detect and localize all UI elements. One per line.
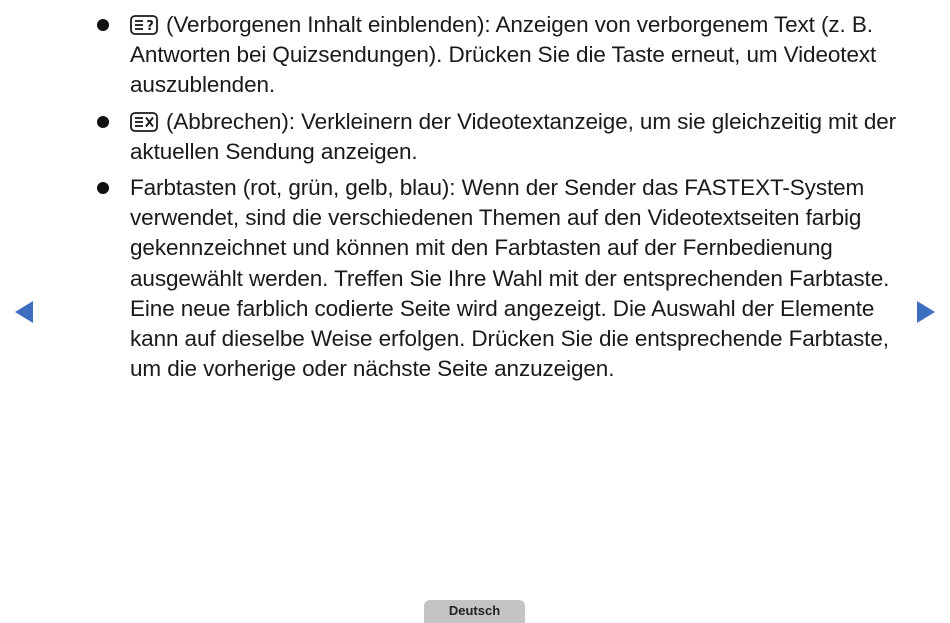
reveal-icon <box>130 15 158 35</box>
cancel-icon <box>130 112 158 132</box>
bullet-text: Farbtasten (rot, grün, gelb, blau): Wenn der Sender das FASTEXT-System verwendet, sind die verschiedenen Themen auf den Videotextseiten farbig gekennzeichnet und können mit den Farbtasten auf der Fernbedienung ausgewählt werden. Treffen Sie Ihre Wahl mit der entsprechenden Farbtaste. Eine neue farblich codierte Seite wird angezeigt. Die Auswahl der Elemente kann auf dieselbe Weise erfolgen. Drücken Sie die entsprechende Farbtaste, um die vorherige oder nächste Seite anzuzeigen. <box>130 175 890 382</box>
bullet-text: (Abbrechen): Verkleinern der Videotextanzeige, um sie gleichzeitig mit der aktuellen Sendung anzeigen. <box>130 108 897 164</box>
bullet-dot <box>97 182 109 194</box>
bullet-item-color-keys <box>0 173 950 384</box>
bullet-list <box>0 10 950 384</box>
left-arrow-icon[interactable] <box>15 301 33 323</box>
svg-text:?: ? <box>146 19 154 34</box>
bullet-item-cancel <box>0 107 950 167</box>
right-arrow-icon[interactable] <box>917 301 935 323</box>
bullet-dot <box>97 19 109 31</box>
manual-page-content <box>0 10 950 390</box>
bullet-text: (Verborgenen Inhalt einblenden): Anzeigen von verborgenem Text (z. B. Antworten bei Quizsendungen). Drücken Sie die Taste erneut, um Videotext auszublenden. <box>130 12 877 98</box>
language-tab[interactable]: Deutsch <box>424 600 525 623</box>
bullet-dot <box>97 116 109 128</box>
bullet-item-reveal <box>0 10 950 101</box>
